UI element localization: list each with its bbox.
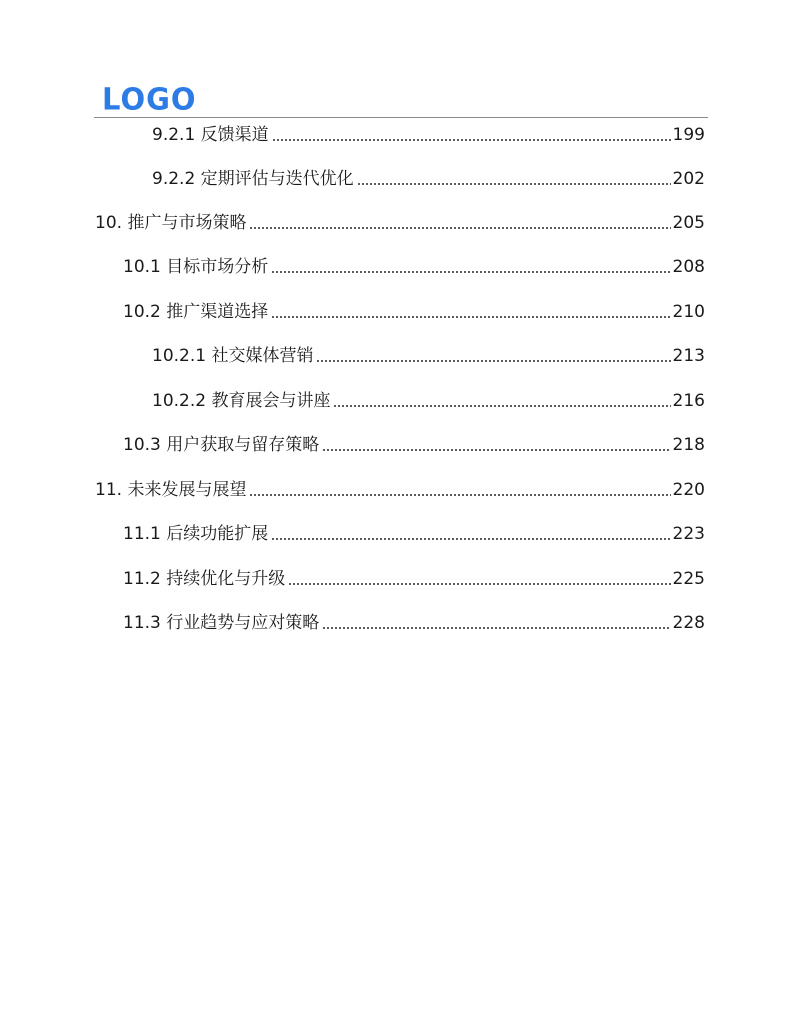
toc-entry-title: 11.3 行业趋势与应对策略 — [123, 613, 320, 633]
toc-entry-page: 199 — [672, 125, 705, 145]
toc-entry-title: 9.2.2 定期评估与迭代优化 — [152, 169, 354, 189]
toc-entry[interactable] — [95, 479, 705, 501]
toc-entry-page: 208 — [672, 257, 705, 277]
toc-dot-leader — [316, 360, 670, 362]
toc-dot-leader — [322, 627, 670, 629]
toc-entry-title: 10.2 推广渠道选择 — [123, 302, 269, 322]
toc-entry-page: 220 — [672, 480, 705, 500]
toc-entry-page: 218 — [672, 435, 705, 455]
toc-entry-title: 10.3 用户获取与留存策略 — [123, 435, 320, 455]
toc-entry-title: 11. 未来发展与展望 — [95, 480, 247, 500]
toc-entry[interactable] — [95, 212, 705, 234]
toc-entry-title: 11.1 后续功能扩展 — [123, 524, 269, 544]
toc-dot-leader — [249, 227, 670, 229]
toc-entry-title: 11.2 持续优化与升级 — [123, 569, 286, 589]
toc-entry-title: 10.2.2 教育展会与讲座 — [152, 391, 331, 411]
toc-entry-title: 10.1 目标市场分析 — [123, 257, 269, 277]
toc-entry-page: 223 — [672, 524, 705, 544]
toc-entry-page: 228 — [672, 613, 705, 633]
toc-entry-title: 9.2.1 反馈渠道 — [152, 125, 269, 145]
toc-entry-page: 202 — [672, 169, 705, 189]
toc-entry[interactable] — [123, 434, 705, 456]
toc-entry[interactable] — [123, 568, 705, 590]
toc-entry-title: 10. 推广与市场策略 — [95, 213, 247, 233]
logo-text: LOGO — [102, 81, 197, 117]
toc-entry[interactable] — [152, 345, 705, 367]
toc-entry[interactable] — [152, 168, 705, 190]
toc-entry-page: 213 — [672, 346, 705, 366]
toc-entry[interactable] — [123, 256, 705, 278]
toc-dot-leader — [322, 449, 670, 451]
toc-dot-leader — [271, 538, 670, 540]
toc-dot-leader — [357, 183, 671, 185]
toc-entry-page: 216 — [672, 391, 705, 411]
toc-dot-leader — [271, 271, 670, 273]
toc-entry[interactable] — [123, 523, 705, 545]
toc-entry-page: 225 — [672, 569, 705, 589]
toc-entry[interactable] — [152, 124, 705, 146]
toc-entry-page: 205 — [672, 213, 705, 233]
toc-dot-leader — [333, 405, 670, 407]
toc-dot-leader — [288, 583, 670, 585]
toc-dot-leader — [271, 316, 670, 318]
toc-dot-leader — [249, 494, 670, 496]
toc-entry[interactable] — [152, 390, 705, 412]
toc-entry[interactable] — [123, 612, 705, 634]
toc-entry-page: 210 — [672, 302, 705, 322]
toc-entry-title: 10.2.1 社交媒体营销 — [152, 346, 314, 366]
toc-dot-leader — [272, 139, 671, 141]
toc-entry[interactable] — [123, 301, 705, 323]
